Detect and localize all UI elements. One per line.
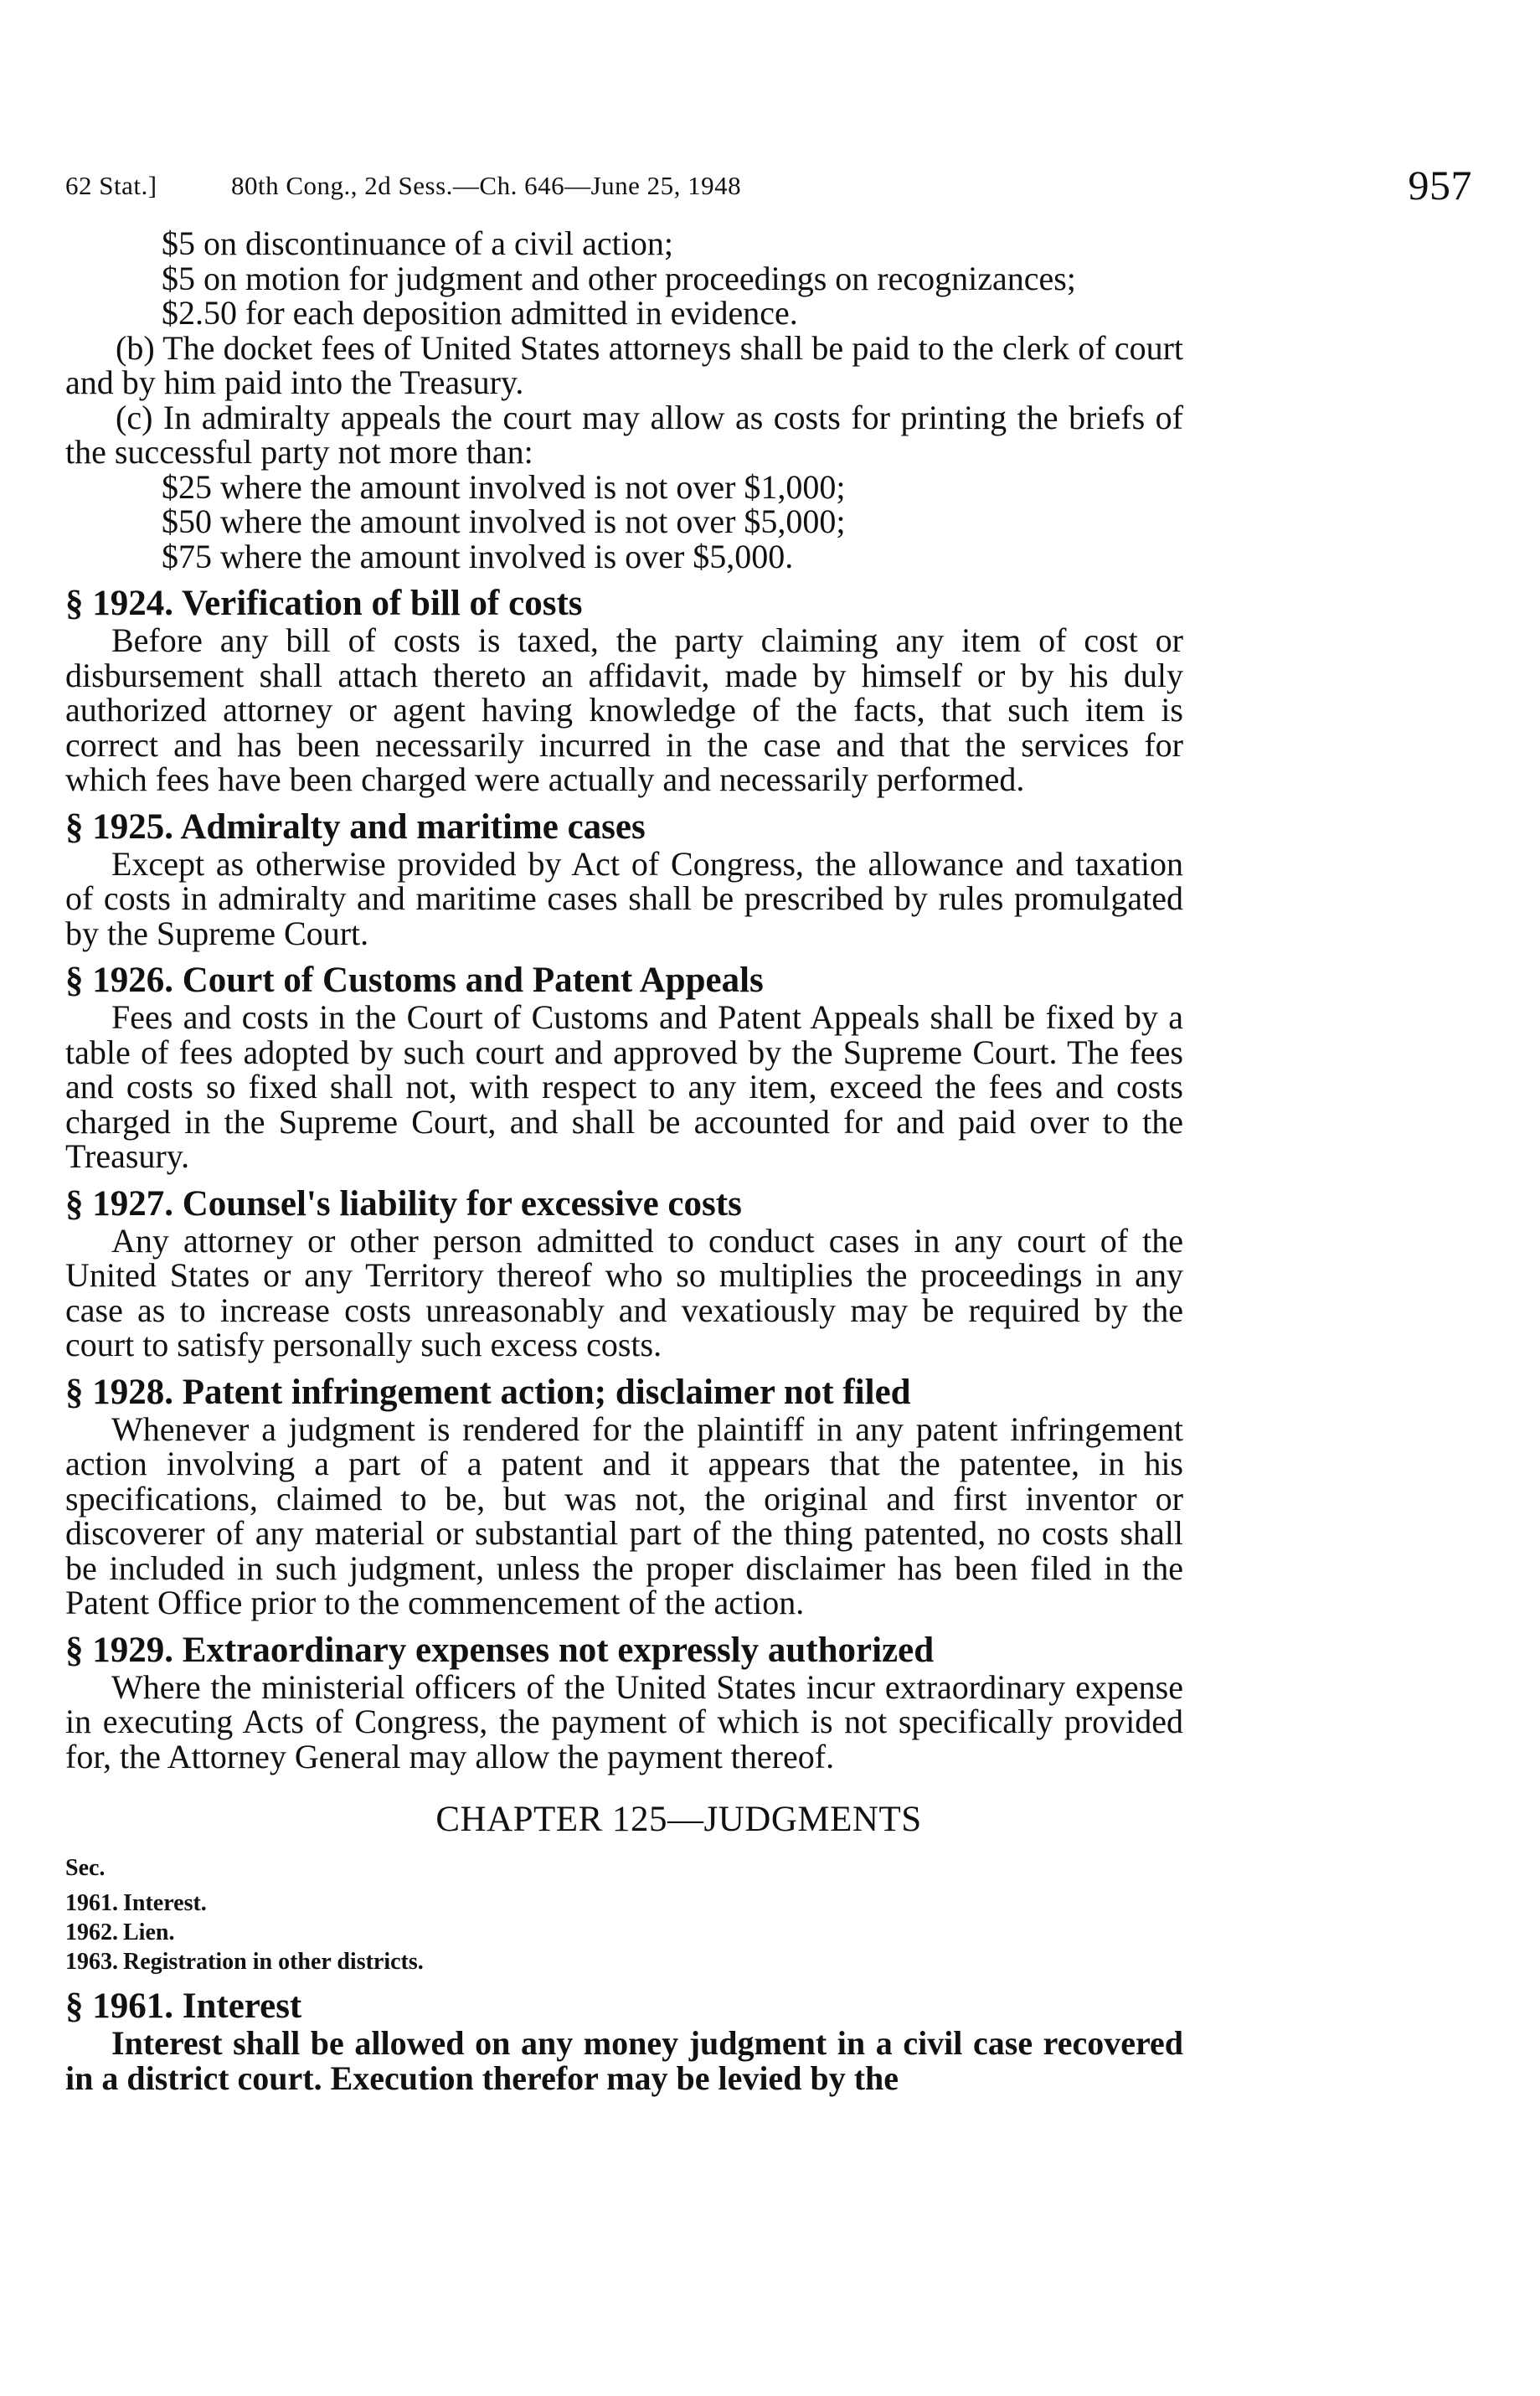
toc-item-number: 1963. [65, 1949, 118, 1975]
toc-sec-label: Sec. [65, 1854, 106, 1881]
admiralty-amount: $50 where the amount involved is not over $5,000; [162, 502, 846, 540]
admiralty-amount: $25 where the amount involved is not over $1,000; [162, 467, 846, 506]
paragraph-c: (c) In admiralty appeals the court may allow as costs for printing the briefs of the successful party not more than: [65, 398, 1183, 471]
fee-item: $2.50 for each deposition admitted in evidence. [162, 294, 798, 332]
section-text-1929: Where the ministerial officers of the United States incur extraordinary expense in executing Acts of Congress, the payment of which is not specifically provided for, the Attorney General may allow the payment thereof. [65, 1667, 1183, 1775]
paragraph-b: (b) The docket fees of United States attorneys shall be paid to the clerk of court and by him paid into the Treasury. [65, 328, 1183, 401]
section-heading-1924: § 1924. Verification of bill of costs [65, 584, 583, 623]
section-heading-1929: § 1929. Extraordinary expenses not expressly authorized [65, 1630, 935, 1670]
section-text-1926: Fees and costs in the Court of Customs and Patent Appeals shall be fixed by a table of fees adopted by such court and approved by the Supreme Court. The fees and costs so fixed shall not, with respect to any item, exceed the fees and costs charged in the Supreme Court, and shall be accounted for and paid over to the Treasury. [65, 998, 1183, 1175]
section-heading-1928: § 1928. Patent infringement action; disclaimer not filed [65, 1372, 911, 1412]
section-heading-1926: § 1926. Court of Customs and Patent Appeals [65, 961, 764, 1000]
section-text-1961: Interest shall be allowed on any money judgment in a civil case recovered in a district court. Execution therefor may be levied by the [65, 2024, 1183, 2097]
page-number: 957 [1408, 162, 1472, 209]
toc-item [65, 1947, 1183, 1976]
toc-item-number: 1962. [65, 1919, 118, 1945]
section-heading-1927: § 1927. Counsel's liability for excessive costs [65, 1183, 742, 1224]
section-text-1925: Except as otherwise provided by Act of Congress, the allowance and taxation of costs in admiralty and maritime cases shall be prescribed by rules promulgated by the Supreme Court. [65, 844, 1183, 952]
section-heading-1961: § 1961. Interest [65, 1986, 302, 2026]
admiralty-amount: $75 where the amount involved is over $5,000. [162, 537, 794, 575]
section-text-1927: Any attorney or other person admitted to conduct cases in any court of the United States or any Territory thereof who so multiplies the proceedings in any case as to increase costs unreasonably and vexatiously may be required by the court to satisfy personally such excess costs. [65, 1221, 1183, 1363]
body-text [65, 226, 1183, 2095]
toc-item [65, 1918, 1183, 1947]
page-header [65, 162, 1472, 216]
section-text-1928: Whenever a judgment is rendered for the plaintiff in any patent infringement action involving a part of a patent and it appears that the patentee, in his specifications, claimed to be, but was not, the original and first inventor or discoverer of any material or substantial part of the thing patented, no costs shall be included in such judgment, unless the proper disclaimer has been filed in the Patent Office prior to the commencement of the action. [65, 1409, 1183, 1621]
toc-item-title: Interest. [123, 1890, 207, 1916]
toc-item [65, 1888, 1183, 1918]
chapter-title: CHAPTER 125—JUDGMENTS [435, 1800, 922, 1839]
statute-volume: 62 Stat.] [65, 171, 157, 200]
toc-item-title: Lien. [123, 1919, 175, 1945]
congress-session-line: 80th Cong., 2d Sess.—Ch. 646—June 25, 1948 [231, 171, 742, 200]
toc-item-number: 1961. [65, 1890, 118, 1916]
fee-item: $5 on discontinuance of a civil action; [162, 224, 673, 262]
section-heading-1925: § 1925. Admiralty and maritime cases [65, 806, 646, 847]
section-text-1924: Before any bill of costs is taxed, the party claiming any item of cost or disbursement shall attach thereto an affidavit, made by himself or by his duly authorized attorney or agent having knowledge of the facts, that such item is correct and has been necessarily incurred in the case and that the services for which fees have been charged were actually and necessarily performed. [65, 621, 1183, 798]
fee-item: $5 on motion for judgment and other proceedings on recognizances; [162, 259, 1076, 297]
toc-item-title: Registration in other districts. [123, 1949, 424, 1975]
